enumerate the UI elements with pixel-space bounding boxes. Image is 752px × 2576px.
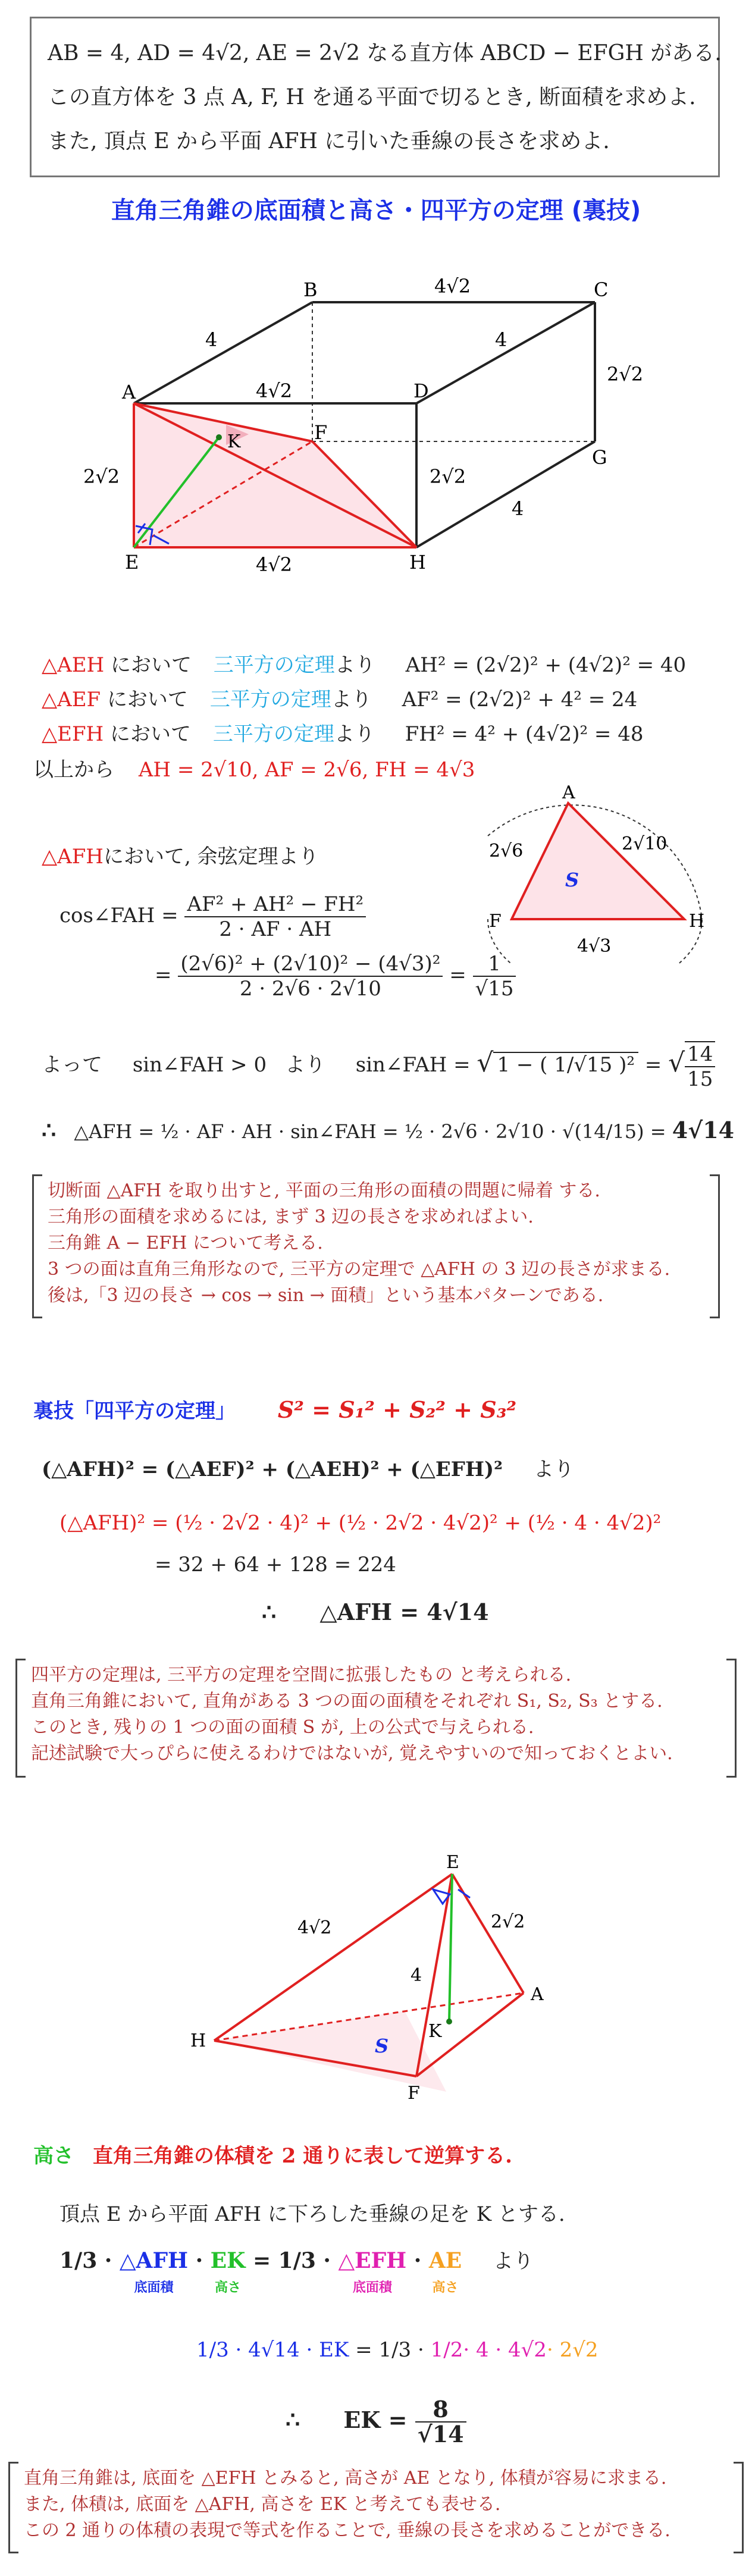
length-ae: 2√2 [83, 465, 120, 488]
note2-line-4: 記述試験で大っぴらに使えるわけではないが, 覚えやすいので知っておくとよい. [31, 1743, 673, 1764]
sine-line: よって sin∠FAH > 0 より sin∠FAH = √ 1 − ( 1/√15 )² = √ $\frac{14}{15}$ [42, 1041, 715, 1091]
length-gh: 4 [512, 497, 524, 520]
length-cg: 2√2 [607, 363, 644, 386]
height-heading: 高さ 直角三角錐の体積を 2 通りに表して逆算する. [33, 2144, 513, 2168]
length-dh: 2√2 [430, 465, 466, 488]
note2-line-3: このとき, 残りの 1 つの面の面積 S が, 上の公式で与えられる. [31, 1717, 534, 1738]
vertex-label-k: K [227, 431, 241, 452]
problem-line-3: また, 頂点 E から平面 AFH に引いた垂線の長さを求めよ. [48, 129, 610, 153]
vertex-label-h: H [409, 551, 426, 574]
cosine-eq-2: = $\frac{\text{(2√6)² + (2√10)² − (4√3)²}}{2 \cdot 2√6 \cdot 2√10}$ = $\frac{1}{√15}$ [155, 952, 516, 1001]
pyth-row-1: △AEH において 三平方の定理より AH² = (2√2)² + (4√2)² = 40 [42, 653, 687, 677]
length-ad: 4√2 [256, 380, 293, 402]
note1-line-3: 三角錐 A − EFH について考える. [48, 1233, 323, 1253]
page-title: 直角三角錐の底面積と高さ・四平方の定理 (裏技) [111, 197, 641, 224]
pyr-length-eh: 4√2 [297, 1917, 332, 1938]
trick-calc: (△AFH)² = (½ · 2√2 · 4)² + (½ · 2√2 · 4√2)² + (½ · 4 · 4√2)² [59, 1511, 662, 1535]
pyr-label-f: F [408, 2083, 420, 2104]
vertex-label-b: B [303, 278, 318, 301]
length-eh: 4√2 [256, 553, 293, 576]
triangle-afh-figure [464, 785, 726, 964]
tri-length-af: 2√6 [489, 841, 524, 861]
pyr-label-h: H [190, 2030, 206, 2051]
pyr-label-k: K [428, 2021, 442, 2042]
pyr-label-s: S [375, 2035, 389, 2057]
length-bc: 4√2 [434, 275, 471, 297]
pyr-length-ef: 4 [411, 1965, 422, 1986]
tri-length-fh: 4√3 [577, 936, 612, 957]
tri-length-ah: 2√10 [622, 833, 668, 854]
length-ab: 4 [205, 328, 218, 351]
pyr-label-a: A [531, 1984, 544, 2005]
note1-line-2: 三角形の面積を求めるには, まず 3 辺の長さを求めればよい. [48, 1206, 534, 1227]
note-box-3 [10, 2463, 742, 2552]
cuboid-figure [0, 250, 752, 583]
tri-label-s: S [565, 869, 579, 891]
tri-label-a: A [562, 785, 575, 803]
note-box-2 [17, 1660, 735, 1776]
length-bd: 4 [495, 328, 507, 351]
vertex-label-f: F [314, 421, 328, 444]
note3-line-2: また, 体積は, 底面を △AFH, 高さを EK と考えても表せる. [24, 2494, 501, 2515]
ek-result: ∴ EK = $\frac{8}{√14}$ [286, 2398, 466, 2446]
note2-line-1: 四平方の定理は, 三平方の定理を空間に拡張したもの と考えられる. [31, 1665, 572, 1685]
pyth-summary: 以上から AH = 2√10, AF = 2√6, FH = 4√3 [33, 758, 475, 782]
pyr-length-ea: 2√2 [491, 1911, 525, 1932]
note3-line-3: この 2 通りの体積の表現で等式を作ることで, 垂線の長さを求めることができる. [24, 2520, 670, 2541]
vertex-label-d: D [413, 380, 429, 402]
tri-label-f: F [489, 911, 502, 932]
cosine-eq-1: cos∠FAH = $\frac{\text{AF² + AH² − FH²}}{2 \cdot AF \cdot AH}$ [59, 892, 366, 941]
vertex-label-g: G [592, 446, 607, 469]
note1-line-5: 後は,「3 辺の長さ → cos → sin → 面積」という基本パターンである. [48, 1285, 604, 1306]
trick-result: ∴ △AFH = 4√14 [262, 1599, 489, 1625]
vertex-label-a: A [122, 381, 136, 403]
area-line: ∴ △AFH = ½ · AF · AH · sin∠FAH = ½ · 2√6 · 2√10 · √(14/15) = 4√14 [42, 1117, 735, 1143]
trick-heading: 裏技「四平方の定理」 S² = S₁² + S₂² + S₃² [33, 1396, 516, 1423]
height-foot: 頂点 E から平面 AFH に下ろした垂線の足を K とする. [59, 2202, 565, 2226]
tri-label-h: H [689, 911, 705, 932]
cosine-intro: △AFHにおいて, 余弦定理より [42, 845, 319, 869]
vertex-label-c: C [594, 278, 609, 301]
note3-line-1: 直角三角錐は, 底面を △EFH とみると, 高さが AE となり, 体積が容易に求まる. [24, 2468, 667, 2489]
pyr-label-e: E [446, 1852, 459, 1873]
pyth-row-3: △EFH において 三平方の定理より FH² = 4² + (4√2)² = 48 [42, 722, 644, 746]
volume-eq: 1/3 · △AFH 底面積 · EK 高さ = 1/3 · △EFH 底面積 · AE 高さ より [59, 2248, 534, 2295]
pyramid-figure [178, 1844, 571, 2118]
trick-main: (△AFH)² = (△AEF)² + (△AEH)² + (△EFH)² より [42, 1458, 574, 1481]
pyth-row-2: △AEF において 三平方の定理より AF² = (2√2)² + 4² = 24 [42, 688, 638, 712]
problem-line-2: この直方体を 3 点 A, F, H を通る平面で切るとき, 断面積を求めよ. [48, 85, 696, 109]
note-box-1 [33, 1176, 719, 1317]
note1-line-1: 切断面 △AFH を取り出すと, 平面の三角形の面積の問題に帰着 する. [48, 1180, 600, 1201]
volume-calc: 1/3 · 4√14 · EK = 1/3 · 1/2· 4 · 4√2· 2√2 [196, 2338, 599, 2362]
note2-line-2: 直角三角錐において, 直角がある 3 つの面の面積をそれぞれ S₁, S₂, S₃ とする. [31, 1691, 663, 1712]
note1-line-4: 3 つの面は直角三角形なので, 三平方の定理で △AFH の 3 辺の長さが求まる. [48, 1259, 670, 1280]
vertex-label-e: E [125, 551, 139, 574]
trick-sum: = 32 + 64 + 128 = 224 [155, 1553, 396, 1577]
problem-line-1: AB = 4, AD = 4√2, AE = 2√2 なる直方体 ABCD − EFGH がある. [48, 41, 722, 65]
